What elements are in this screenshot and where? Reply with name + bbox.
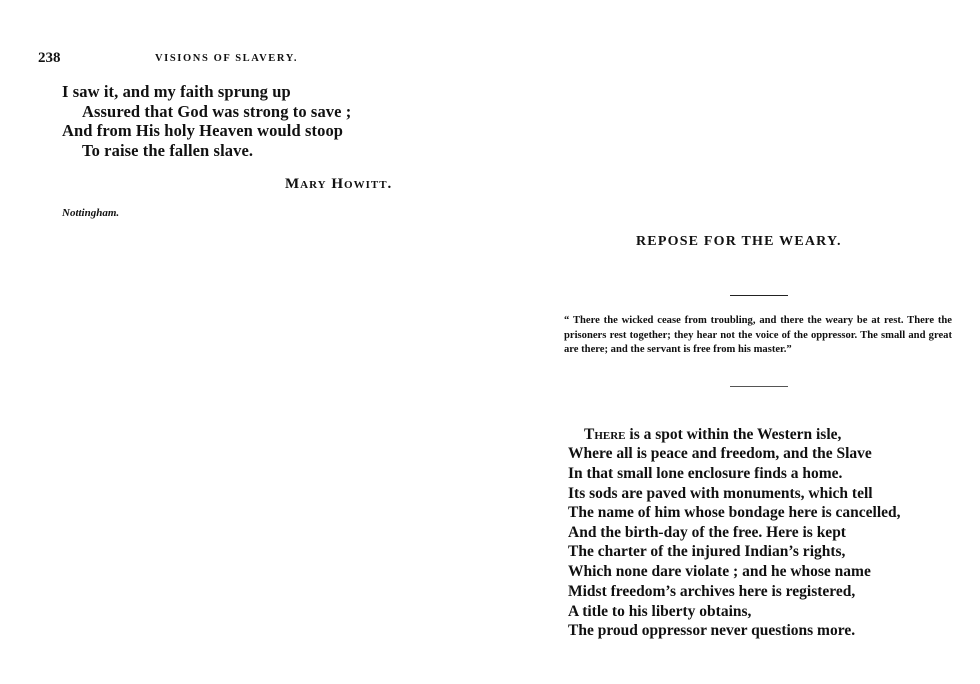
place-name: Nottingham. xyxy=(62,207,120,219)
verse-line: Its sods are paved with monuments, which tell xyxy=(568,485,873,502)
verse-line: The proud oppressor never questions more. xyxy=(568,622,856,639)
running-head: VISIONS OF SLAVERY. xyxy=(155,53,299,64)
poem-title: REPOSE FOR THE WEARY. xyxy=(636,234,842,249)
epigraph: “ There the wicked cease from troubling, and there the weary be at rest. There the prisoners rest together; they hear not the voice of the oppressor. The small and great are there; and the servant is free from his master.” xyxy=(564,315,952,355)
page-number: 238 xyxy=(38,50,61,66)
verse-line: In that small lone enclosure finds a home. xyxy=(568,465,843,482)
poem-line: I saw it, and my faith sprung up xyxy=(62,82,291,101)
author-name: Mary Howitt. xyxy=(285,176,393,192)
drop-word: There xyxy=(584,426,626,443)
divider-rule-top xyxy=(730,295,788,296)
poem-line: To raise the fallen slave. xyxy=(82,141,254,160)
verse-line: The name of him whose bondage here is cancelled, xyxy=(568,504,901,521)
verse-line-rest: is a spot within the Western isle, xyxy=(625,426,842,443)
divider-rule-bottom xyxy=(730,386,788,387)
verse-line: Which none dare violate ; and he whose name xyxy=(568,563,871,580)
poem-line: And from His holy Heaven would stoop xyxy=(62,121,344,140)
verse-line: A title to his liberty obtains, xyxy=(568,603,752,620)
verse-line-first xyxy=(584,426,841,444)
verse-line: Midst freedom’s archives here is registered, xyxy=(568,583,856,600)
poem-line: Assured that God was strong to save ; xyxy=(82,102,352,121)
verse-line: Where all is peace and freedom, and the Slave xyxy=(568,445,872,462)
page-header xyxy=(38,50,458,70)
verse-line: The charter of the injured Indian’s rights, xyxy=(568,543,846,560)
right-page xyxy=(490,0,980,684)
verse-line: And the birth-day of the free. Here is kept xyxy=(568,524,846,541)
